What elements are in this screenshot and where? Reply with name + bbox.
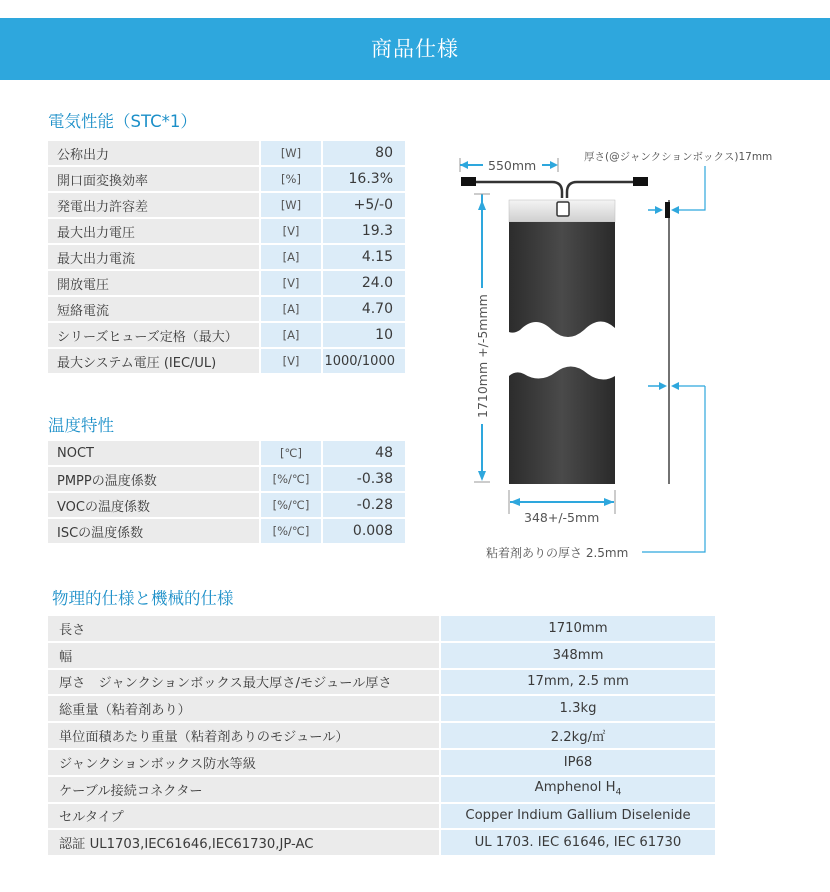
spec-value: 4.70 (323, 297, 405, 321)
spec-value: 48 (323, 441, 405, 465)
temperature-spec-table (48, 439, 405, 545)
spec-unit: [%/℃] (261, 519, 323, 543)
spec-value: 80 (323, 141, 405, 165)
table-row (48, 271, 405, 295)
table-row (48, 167, 405, 191)
spec-value: 1.3kg (441, 696, 715, 721)
cable-length-dimension (460, 158, 558, 173)
solar-module-bottom (509, 366, 615, 484)
spec-value: 16.3% (323, 167, 405, 191)
spec-label: ケーブル接続コネクター (48, 777, 441, 802)
electrical-spec-table (48, 139, 405, 375)
spec-unit: [A] (261, 297, 323, 321)
spec-label: PMPPの温度係数 (48, 467, 261, 491)
table-row (48, 349, 405, 373)
page-title: 商品仕様 (371, 37, 459, 61)
spec-label: 厚さ ジャンクションボックス最大厚さ/モジュール厚さ (48, 670, 441, 695)
spec-label: 開放電圧 (48, 271, 261, 295)
table-row (48, 643, 715, 668)
spec-value: Copper Indium Gallium Diselenide (441, 804, 715, 829)
spec-unit: [%/℃] (261, 467, 323, 491)
spec-label: ジャンクションボックス防水等級 (48, 750, 441, 775)
spec-label: 認証 UL1703,IEC61646,IEC61730,JP-AC (48, 830, 441, 855)
spec-label: 単位面積あたり重量（粘着剤ありのモジュール） (48, 723, 441, 748)
spec-label: 最大出力電流 (48, 245, 261, 269)
spec-value: 2.2kg/㎡ (441, 723, 715, 748)
spec-value: UL 1703. IEC 61646, IEC 61730 (441, 830, 715, 855)
spec-label: 開口面変換効率 (48, 167, 261, 191)
spec-value: 10 (323, 323, 405, 347)
table-row (48, 141, 405, 165)
physical-section-title: 物理的仕様と機械的仕様 (52, 589, 234, 608)
spec-label: 最大出力電圧 (48, 219, 261, 243)
module-side-profile (665, 200, 670, 484)
table-row (48, 777, 715, 802)
table-row (48, 750, 715, 775)
spec-unit: [V] (261, 271, 323, 295)
spec-unit: [W] (261, 193, 323, 217)
table-row (48, 723, 715, 748)
spec-label: NOCT (48, 441, 261, 465)
spec-value: 4.15 (323, 245, 405, 269)
spec-unit: [W] (261, 141, 323, 165)
spec-value: 348mm (441, 643, 715, 668)
table-row (48, 830, 715, 855)
page-banner (0, 18, 830, 80)
spec-label: 公称出力 (48, 141, 261, 165)
spec-label: シリーズヒューズ定格（最大） (48, 323, 261, 347)
spec-label: 最大システム電圧 (IEC/UL) (48, 349, 261, 373)
spec-unit: [%/℃] (261, 493, 323, 517)
temperature-section-title: 温度特性 (48, 416, 114, 435)
table-row (48, 493, 405, 517)
spec-value: 0.008 (323, 519, 405, 543)
spec-value: -0.28 (323, 493, 405, 517)
width-label: 348+/-5mm (524, 510, 600, 525)
table-row (48, 696, 715, 721)
spec-unit: [A] (261, 245, 323, 269)
module-dimension-diagram (450, 138, 800, 568)
spec-unit: [V] (261, 349, 323, 373)
spec-value: Amphenol H (534, 780, 616, 796)
table-row (48, 219, 405, 243)
spec-label: 総重量（粘着剤あり） (48, 696, 441, 721)
spec-unit: [%] (261, 167, 323, 191)
table-row (48, 193, 405, 217)
table-row (48, 616, 715, 641)
table-row (48, 467, 405, 491)
spec-label: 発電出力許容差 (48, 193, 261, 217)
electrical-section-title: 電気性能（STC*1） (48, 112, 197, 131)
spec-label: ISCの温度係数 (48, 519, 261, 543)
table-row (48, 297, 405, 321)
spec-label: 短絡電流 (48, 297, 261, 321)
physical-spec-table (48, 614, 715, 857)
table-row (48, 519, 405, 543)
spec-label: セルタイプ (48, 804, 441, 829)
spec-value: +5/-0 (323, 193, 405, 217)
table-row (48, 804, 715, 829)
spec-label: 長さ (48, 616, 441, 641)
spec-value: 1000/1000 (323, 349, 405, 373)
table-row (48, 323, 405, 347)
height-label: 1710mm +/-5mmm (475, 294, 490, 418)
height-dimension (474, 194, 490, 482)
spec-value: 19.3 (323, 219, 405, 243)
spec-label: VOCの温度係数 (48, 493, 261, 517)
spec-value: IP68 (441, 750, 715, 775)
table-row (48, 441, 405, 465)
spec-label: 幅 (48, 643, 441, 668)
cable-connectors (461, 177, 648, 198)
solar-module-top (509, 200, 615, 337)
spec-value: -0.38 (323, 467, 405, 491)
table-row (48, 245, 405, 269)
spec-unit: [V] (261, 219, 323, 243)
table-row (48, 670, 715, 695)
spec-value: 24.0 (323, 271, 405, 295)
cable-length-label: 550mm (488, 158, 537, 173)
width-dimension (509, 490, 615, 525)
spec-value: 1710mm (441, 616, 715, 641)
spec-value: 17mm, 2.5 mm (441, 670, 715, 695)
adhesive-label: 粘着剤ありの厚さ 2.5mm (486, 546, 629, 560)
spec-value-cell (441, 777, 715, 802)
spec-unit: [℃] (261, 441, 323, 465)
spec-value-subscript: 4 (615, 788, 622, 798)
thickness-label: 厚さ(@ジャンクションボックス)17mm (584, 151, 773, 163)
spec-unit: [A] (261, 323, 323, 347)
